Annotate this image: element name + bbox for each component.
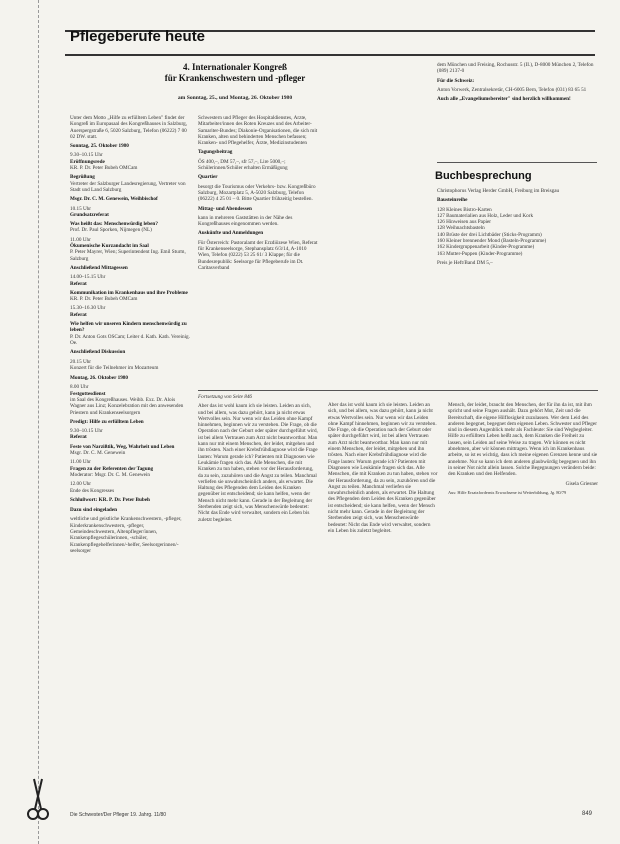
program-title: Referat	[70, 280, 87, 287]
program-item	[70, 497, 190, 503]
article-title-line1: 4. Internationaler Kongreß	[183, 62, 287, 72]
invited-text: weltliche und geistliche Krankenschwestern, -pfleger, Kinderkrankenschwestern, -pfleger, Gemeindeschwestern, Altenpfleger/innen, Krankenpflegeschülerinnen, -schüler, Krankenpflegehelferinnen/-helfer, Seelsorgerinnen/-seelsorger	[70, 516, 182, 554]
col3-text: dem München und Freising, Rochusstr. 5 (II.), D-8000 München 2, Telefon (089) 2137-0	[437, 62, 594, 75]
program-time: 9.30–10.15 Uhr	[70, 152, 103, 159]
article-title	[120, 62, 350, 84]
program-title: Schlußwort: KR. P. Dr. Peter Bubeh	[70, 496, 150, 503]
program-title: Predigt: Hilfe zu erfülltem Leben	[70, 418, 144, 425]
program-item	[70, 221, 190, 234]
program-title: Ökumenische Kurzandacht im Saal	[70, 243, 149, 250]
program-item	[70, 265, 190, 271]
page-number: 849	[582, 811, 593, 817]
schweiz-heading: Für die Schweiz:	[437, 77, 475, 84]
alle-heading: Auch alle „Evangeliumsbereiter" sind herzlich willkommen!	[437, 96, 571, 103]
col2-intro: Schwestern und Pfleger des Hospitaldienstes, Ärzte, Mitarbeiter/innen des Roten Kreuzes und des Arbeiter-Samariter-Bundes; Diakonie-Organisationen, die sich mit Kranken, alten und behinderten Menschen befassen; Kranken- und Pflegehelfer, Ärzte, Medizinstudenten	[198, 115, 318, 147]
program-item	[70, 237, 190, 262]
tagung-text: ÖS 400,–, DM 57,–, sfr 57,–, Lire 5000,–; Schülerinnen/Schüler erhalten Ermäßigung	[198, 158, 288, 172]
program-detail: Konzert für die Teilnehmer im Mozarteum	[70, 364, 159, 371]
buch-list-item: 140 Brüste der drei Lichtbäder (Sticks-Programm)	[437, 231, 542, 238]
buch-series-heading: Bausteinreihe	[437, 197, 468, 204]
program-time: 10.15 Uhr	[70, 205, 92, 212]
meals-text: kann in mehreren Gaststätten in der Nähe des Kongreßhauses eingenommen werden.	[198, 214, 293, 228]
continuation-column-2	[328, 402, 438, 777]
column-1	[70, 115, 190, 775]
program-item	[70, 428, 190, 441]
program-time: 12.00 Uhr	[70, 481, 92, 488]
day2-program	[70, 384, 190, 503]
program-detail: P. Peter Mayrer, Wien; Superintendent Ing. Emil Sturm, Salzburg	[70, 249, 186, 262]
column-3-upper	[437, 62, 597, 162]
program-detail: Moderator: Msgr. Dr. C. M. Genewein	[70, 471, 150, 478]
footer-source: Die Schwester/Der Pfleger 19. Jahrg. 11/80	[70, 812, 167, 818]
program-title: Grundsatzreferat	[70, 211, 109, 218]
auskunft-text: Für Österreich: Pastoralamt der Erzdiözese Wien, Referat für Krankenseelsorge, Stephansplatz 6/3/14, A-1010 Wien, Telefon (0222) 53 25 61/ 3 Klappe; für die Bundesrepublik: Seelsorge für Pflegeberufe im Dt. Caritasverband	[198, 239, 318, 271]
program-item	[70, 305, 190, 318]
program-item	[70, 290, 190, 303]
program-item	[70, 481, 190, 494]
schweiz-text: Anton Vorwerk, Zentralsekretär, CH-6005 Bern, Telefon (031) 83 65 51	[437, 86, 587, 93]
column-2-upper	[198, 115, 318, 390]
program-title: Referat	[70, 311, 87, 318]
program-item	[70, 384, 190, 415]
day1-program	[70, 152, 190, 371]
buch-list-item: 128 Weihnachtsbasteln	[437, 225, 485, 232]
program-title: Feste von Narzißtik, Weg, Wahrheit und Leben	[70, 443, 175, 450]
section-title: Pflegeberufe heute	[70, 28, 206, 45]
program-title: Msgr. Dr. C. M. Genewein, Weihbischof	[70, 196, 158, 203]
continuation-column-1	[198, 394, 318, 779]
article-title-line2: für Krankenschwestern und -pfleger	[164, 73, 306, 83]
buch-list-item: 127 Baumaterialien aus Holz, Leder und Kork	[437, 212, 534, 219]
program-item	[70, 174, 190, 193]
program-title: Eröffnungsrede	[70, 158, 105, 165]
tagung-heading: Tagungsbeitrag	[198, 149, 233, 156]
program-title: Was heißt das: Menschenwürdig leben?	[70, 221, 158, 228]
divider	[198, 390, 598, 391]
buch-heading: Buchbesprechung	[435, 170, 532, 182]
program-item	[70, 419, 190, 425]
divider	[437, 162, 597, 163]
continuation-text-2: Mensch, der leidet, braucht den Menschen, der für ihn da ist, mit ihm spricht und seine Fragen aushält. Dazu gehört Mut, Zeit und die Bereitschaft, die eigene Hilflosigkeit zuzulassen. Wer dem Leid des anderen begegnet, begegnet dem eigenen Leben. Schwester und Pfleger sind in diesem Augenblick mehr als Fachleute: Sie sind Wegbegleiter. Hilfe zu erfülltem Leben heißt auch, dem Kranken die Freiheit zu lassen, sein Leiden auf seine Weise zu tragen. Wir können es nicht abnehmen, aber wir können mittragen. Wenn ich im Krankenhaus arbeite, so ist es wichtig, dass ich meine eigenen Grenzen kenne und sie annehme. Nur so kann ich dem anderen glaubwürdig begegnen und ihn in seiner Not nicht allein lassen. Solche Begegnungen verändern beide: den Kranken und den Helfenden.	[448, 402, 598, 478]
program-detail: Vertreter der Salzburger Landesregierung, Vertreter von Stadt und Land Salzburg	[70, 180, 186, 193]
program-detail: P. Dr. Anton Gots OSCam; Leiter d. Kath. Kath. Vereinig. Oe.	[70, 333, 190, 346]
footnote: Aus: Hilfe Ersatzfordernis Erwachsene ist Weiterbildung, Jg. 80/79	[448, 489, 567, 495]
program-title: Anschließend Diskussion	[70, 349, 126, 356]
article-dates: am Sonntag, 25., und Montag, 26. Oktober 1980	[177, 95, 293, 101]
program-title: Anschließend Mittagessen	[70, 264, 128, 271]
continuation-text-1b: Aber das ist wohl kaum ich sie leisten. Leiden an sich, und bei allem, was dazu gehört, kann ja nicht etwas Wertvolles sein. Nur wenn wir das Leiden ohne Kampf hinnehmen, beginnen wir zu verstehen. Die Frage, ob die Operation nach der Geburt oder später durchgeführt wird, ist bei allem Vertrauen zum Arzt nicht beantwortbar. Man kann nur mit einem Menschen, der leidet, mitgehen und ihn trösten. Nach einer Krebsfrühdiagnose wird die Frage lauten: Warum gerade ich? Patienten mit Diagnosen wie Leukämie fragen sich das. Alle Menschen, die mit Kranken zu tun haben, stehen vor der Herausforderung, da zu sein, zuzuhören und die Angst zu teilen. Manchmal verliefen sie unwahrscheinlich anders, als erwartet. Die Haltung des Pflegenden dem Leiden des Kranken gegenüber ist entscheidend; sie kann helfen, wenn der Mensch nicht mehr kann. Gerade in der Begleitung der Sterbenden zeigt sich, was Menschenwürde bedeutet: Nicht das Ende wird verwaltet, sondern ein Leben bis zuletzt begleitet.	[328, 402, 438, 534]
program-item	[70, 459, 190, 478]
quartier-text: besorgt die Tourismus oder Verkehrs- bzw. Kongreßbüro Salzburg, Mozartplatz 5, A-5020 Salzburg, Telefon (06222) 4 25 01 – 0. Bitte Quartier frühzeitig bestellen.	[198, 183, 316, 203]
program-detail: Ende des Kongresses	[70, 487, 115, 494]
program-title: Begrüßung	[70, 174, 95, 181]
buch-column	[437, 188, 597, 278]
program-item	[70, 359, 190, 372]
quartier-heading: Quartier	[198, 174, 218, 181]
program-time: 14.00–15.15 Uhr	[70, 274, 106, 281]
program-detail: KR. P. Dr. Peter Bubeh OMCam	[70, 165, 138, 172]
program-detail: im Saal des Kongreßhauses. Weihb. Exz. Dr. Alois Wagner aus Linz; Konzelebration mit den anwesenden Priestern und Krankenseelsorgern	[70, 396, 184, 416]
program-title: Kommunikation im Krankenhaus und ihre Probleme	[70, 289, 188, 296]
program-item	[70, 444, 190, 457]
program-title: Fragen zu der Referenten der Tagung	[70, 465, 154, 472]
program-item	[70, 196, 190, 202]
program-time: 9.30–10.15 Uhr	[70, 428, 103, 435]
intro-text: Unter dem Motto „Hilfe zu erfülltem Leben" findet der Kongreß im Europasaal des Kongreßhauses in Salzburg, Auerspergstraße 6, 5020 Salzburg, Telefon (06222) 7 00 02 DW. statt.	[70, 115, 188, 140]
program-time: 11.00 Uhr	[70, 459, 91, 466]
program-detail: Msgr. Dr. C. M. Genewein	[70, 450, 126, 457]
buch-list-item: 163 Mutter-Puppen (Kinder-Programme)	[437, 250, 523, 257]
program-item	[70, 274, 190, 287]
signature: Gisela Griesner	[565, 480, 598, 487]
program-title: Festgottesdienst	[70, 390, 106, 397]
auskunft-heading: Auskünfte und Anmeldungen	[198, 230, 264, 237]
program-title: Referat	[70, 434, 87, 441]
buch-price: Preis je Heft/Band DM 5,–	[437, 259, 493, 266]
program-item	[70, 152, 190, 171]
program-time: 20.15 Uhr	[70, 358, 92, 365]
buch-list	[437, 207, 597, 257]
program-time: 15.30–16.30 Uhr	[70, 305, 106, 312]
buch-list-item: 126 Hinweisen aus Papier	[437, 219, 492, 226]
day2-heading: Montag, 26. Oktober 1980	[70, 375, 128, 382]
program-item	[70, 349, 190, 355]
program-time: 11.00 Uhr	[70, 236, 91, 243]
program-time: 8.00 Uhr	[70, 384, 89, 391]
buch-list-item: 128 Kleines Bistro-Karten	[437, 206, 492, 213]
day1-heading: Sonntag, 25. Oktober 1980	[70, 143, 129, 150]
continuation-text-1: Aber das ist wohl kaum ich sie leisten. Leiden an sich, und bei allem, was dazu gehört, kann ja nicht etwas Wertvolles sein. Nur wenn wir das Leiden ohne Kampf hinnehmen, beginnen wir zu verstehen. Die Frage, ob die Operation nach der Geburt oder später durchgeführt wird, ist bei allem Vertrauen zum Arzt nicht beantwortbar. Man kann nur mit einem Menschen, der leidet, mitgehen und ihn trösten. Nach einer Krebsfrühdiagnose wird die Frage lauten: Warum gerade ich? Patienten mit Diagnosen wie Leukämie fragen sich das. Alle Menschen, die mit Kranken zu tun haben, stehen vor der Herausforderung, da zu sein, zuzuhören und die Angst zu teilen. Manchmal verliefen sie unwahrscheinlich anders, als erwartet. Die Haltung des Pflegenden dem Leiden des Kranken gegenüber ist entscheidend; sie kann helfen, wenn der Mensch nicht mehr kann. Gerade in der Begleitung der Sterbenden zeigt sich, was Menschenwürde bedeutet: Nicht das Ende wird verwaltet, sondern ein Leben bis zuletzt begleitet.	[198, 403, 318, 523]
meals-heading: Mittag- und Abendessen	[198, 205, 252, 212]
cut-line	[38, 0, 39, 844]
program-detail: Prof. Dr. Paul Sporken, Nijmegen (NL)	[70, 227, 152, 234]
buch-list-item: 162 Kindergruppenarbeit (Kinder-Programme)	[437, 244, 535, 251]
buch-publisher: Christophorus Verlag Herder GmbH, Freiburg im Breisgau	[437, 188, 560, 194]
program-item	[70, 206, 190, 219]
program-detail: KR. P. Dr. Peter Bubeh OMCam	[70, 296, 138, 303]
program-title: Wie helfen wir unseren Kindern menschenwürdig zu leben?	[70, 321, 187, 334]
invited-heading: Dazu sind eingeladen	[70, 507, 117, 514]
buch-list-item: 160 Kleiner brennender Mond (Basteln-Programme)	[437, 238, 547, 245]
continuation-label: Fortsetzung von Seite 846	[198, 394, 253, 400]
continuation-column-3	[448, 402, 598, 782]
scissors-icon	[26, 776, 50, 822]
program-item	[70, 321, 190, 346]
